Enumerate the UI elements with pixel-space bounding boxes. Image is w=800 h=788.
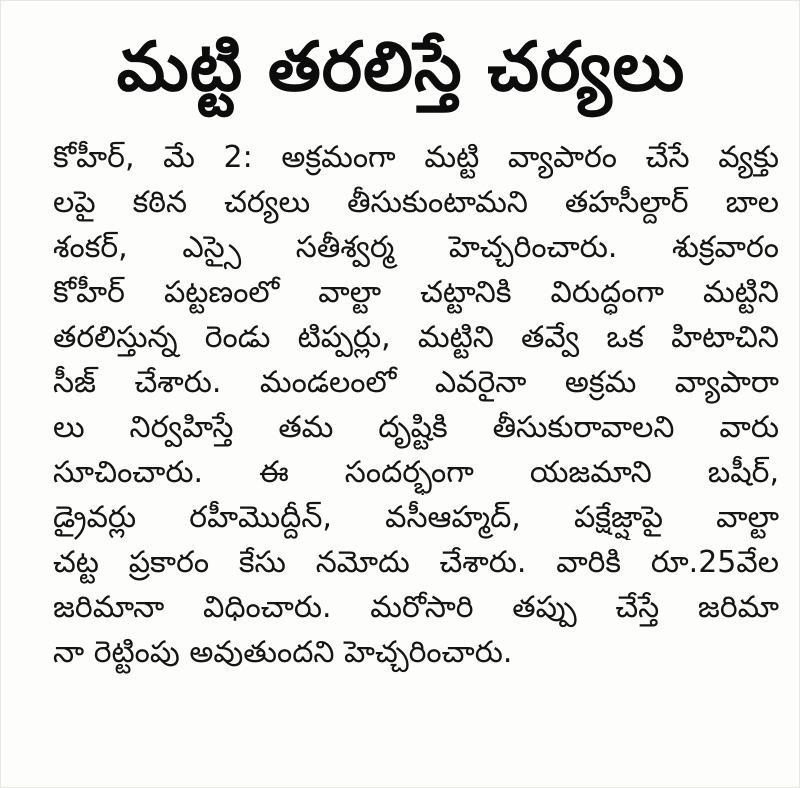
headline: మట్టి తరలిస్తే చర్యలు bbox=[116, 28, 686, 107]
article-line: చట్ట ప్రకారం కేసు నమోదు చేశారు. వారికి రూ.25వేల bbox=[53, 545, 779, 580]
article-body bbox=[53, 135, 779, 675]
article-line: శంకర్, ఎస్సై సతీశ్వర్మ హెచ్చరించారు. శుక్రవారం bbox=[53, 230, 779, 265]
article-line: లపై కఠిన చర్యలు తీసుకుంటామని తహసీల్దార్ బాల bbox=[53, 185, 779, 220]
article-line: తరలిస్తున్న రెండు టిప్పర్లు, మట్టిని తవ్వే ఒక హిటాచిని bbox=[53, 320, 779, 355]
article-line: కోహీర్, మే 2: అక్రమంగా మట్టి వ్యాపారం చేసే వ్యక్తు bbox=[53, 140, 779, 175]
article-line: లు నిర్వహిస్తే తమ దృష్టికి తీసుకురావాలని వారు bbox=[53, 410, 779, 445]
article-line: జరిమానా విధించారు. మరోసారి తప్పు చేస్తే జరిమా bbox=[53, 590, 779, 625]
article-line: డ్రైవర్లు రహీమొద్దీన్, వసీఆహ్మద్, పక్షేజ్షాపై వాల్టా bbox=[53, 500, 779, 535]
article-line: సూచించారు. ఈ సందర్భంగా యజమాని బషీర్, bbox=[53, 455, 779, 490]
article-line: సీజ్ చేశారు. మండలంలో ఎవరైనా అక్రమ వ్యాపారా bbox=[53, 365, 779, 400]
article-line: కోహీర్ పట్టణంలో వాల్టా చట్టానికి విరుద్ధంగా మట్టిని bbox=[53, 275, 779, 310]
article-line: నా రెట్టింపు అవుతుందని హెచ్చరించారు. bbox=[53, 635, 513, 670]
